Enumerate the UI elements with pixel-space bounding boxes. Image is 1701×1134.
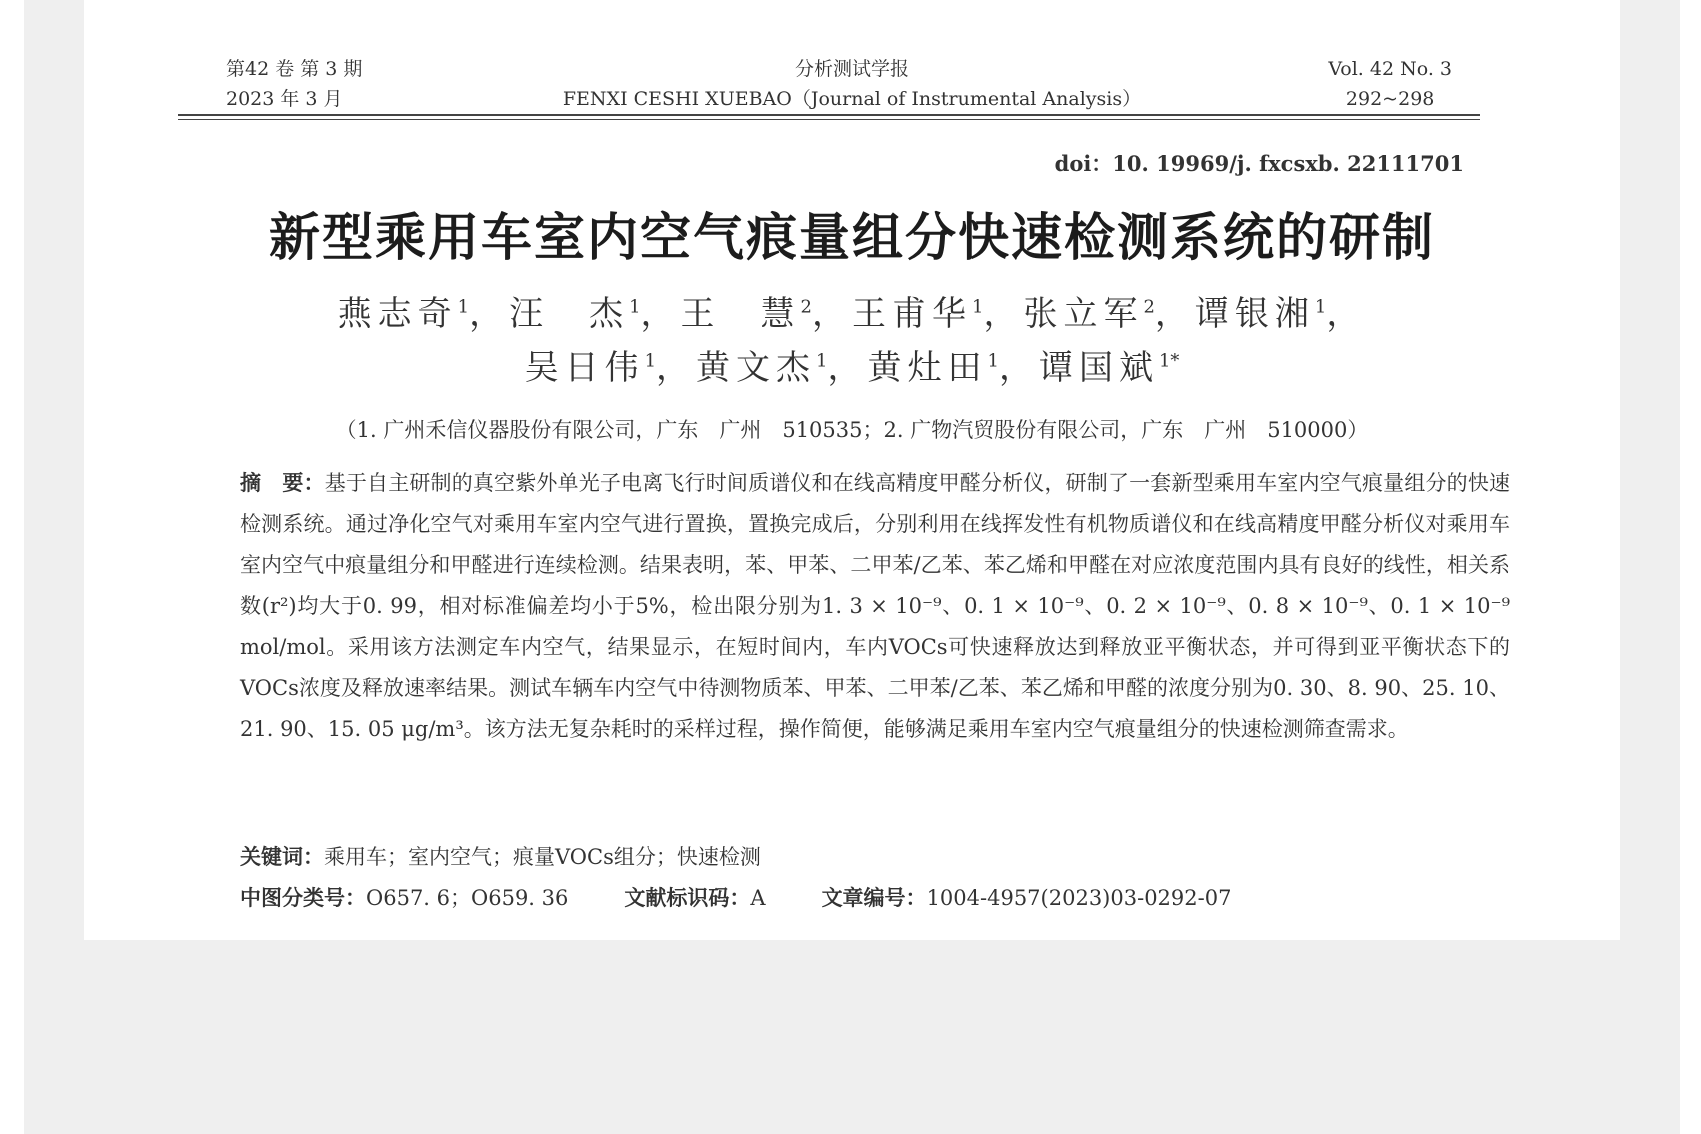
author: 谭国斌 — [1038, 348, 1159, 388]
author: 燕志奇 — [337, 294, 458, 334]
keywords-text: 乘用车；室内空气；痕量VOCs组分；快速检测 — [324, 845, 761, 869]
paper-page — [84, 0, 1620, 940]
clc-value: O657. 6；O659. 36 — [366, 886, 569, 910]
author-affiliation-mark: 1 — [972, 296, 984, 318]
author: 谭银湘 — [1194, 294, 1315, 334]
journal-volume-pages — [1328, 54, 1452, 114]
classification-info — [240, 882, 1287, 912]
header-rule-thin — [178, 119, 1480, 120]
article-no-label: 文章编号： — [821, 885, 927, 910]
author: 黄文杰 — [696, 348, 817, 388]
author: 王甫华 — [852, 294, 972, 334]
abstract-label: 摘 要： — [240, 470, 325, 495]
page-range: 292~298 — [1345, 88, 1435, 110]
author-affiliation-mark: 2 — [1143, 296, 1155, 318]
abstract-text: 基于自主研制的真空紫外单光子电离飞行时间质谱仪和在线高精度甲醛分析仪，研制了一套新型乘用车室内空气痕量组分的快速检测系统。通过净化空气对乘用车室内空气进行置换，置换完成后，分别利用在线挥发性有机物质谱仪和在线高精度甲醛分析仪对乘用车室内空气中痕量组分和甲醛进行连续检测。结果表明，苯、甲苯、二甲苯/乙苯、苯乙烯和甲醛在对应浓度范围内具有良好的线性，相关系数(r²)均大于0. 99，相对标准偏差均小于5%，检出限分别为1. 3 × 10⁻⁹、0. 1 × 10⁻⁹、0. 2 × 10⁻⁹、0. 8 × 10⁻⁹、0. 1 × 10⁻⁹ mol/mol。采用该方法测定车内空气，结果显示，在短时间内，车内VOCs可快速释放达到释放亚平衡状态，并可得到亚平衡状态下的VOCs浓度及释放速率结果。测试车辆车内空气中待测物质苯、甲苯、二甲苯/乙苯、苯乙烯和甲醛的浓度分别为0. 30、8. 90、25. 10、21. 90、15. 05 μg/m³。该方法无复杂耗时的采样过程，操作简便，能够满足乘用车室内空气痕量组分的快速检测筛查需求。 — [240, 471, 1511, 741]
author-affiliation-mark: 1 — [457, 296, 470, 318]
doi: doi：10. 19969/j. fxcsxb. 22111701 — [1054, 151, 1464, 176]
scrollbar-track[interactable] — [1680, 0, 1701, 1134]
header-rule-thick — [178, 114, 1480, 116]
doc-code-value: A — [750, 886, 766, 910]
author: 张立军 — [1023, 294, 1144, 334]
journal-name-cn: 分析测试学报 — [794, 58, 909, 80]
author-affiliation-mark: 1 — [987, 350, 999, 372]
author: 黄灶田 — [867, 348, 988, 388]
author-affiliation-mark: 2 — [800, 296, 812, 318]
author-affiliation-mark: 1* — [1158, 350, 1180, 372]
issue-volume: 第42 卷 第 3 期 — [226, 58, 363, 80]
paper-title: 新型乘用车室内空气痕量组分快速检测系统的研制 — [268, 209, 1435, 268]
author-affiliation-mark: 1 — [816, 350, 828, 372]
author-line-2: 吴日伟$^1$，黄文杰$^1$，黄灶田$^1$，谭国斌$^{1*}$ — [524, 348, 1180, 388]
author-affiliation-mark: 1 — [644, 350, 657, 372]
keywords-label: 关键词： — [240, 844, 324, 869]
keywords — [240, 841, 761, 871]
volume-number: Vol. 42 No. 3 — [1328, 58, 1452, 80]
article-no-value: 1004-4957(2023)03-0292-07 — [926, 886, 1232, 910]
affiliations: （1. 广州禾信仪器股份有限公司，广东 广州 510535；2. 广物汽贸股份有限公司，广东 广州 510000） — [335, 418, 1369, 442]
journal-name-en: FENXI CESHI XUEBAO（Journal of Instrumental Analysis） — [562, 88, 1142, 110]
author-affiliation-mark: 1 — [1314, 296, 1327, 318]
abstract — [240, 462, 1510, 750]
author: 吴日伟 — [524, 348, 645, 388]
clc-label: 中图分类号： — [240, 885, 366, 910]
author: 王 慧 — [680, 294, 801, 334]
author: 汪 杰 — [509, 294, 630, 334]
author-line-1: 燕志奇$^1$，汪 杰$^1$，王 慧$^2$，王甫华$^1$，张立军$^2$，谭银湘$^1$， — [337, 294, 1367, 334]
issue-date: 2023 年 3 月 — [226, 88, 343, 110]
doc-code-label: 文献标识码： — [624, 885, 751, 910]
author-affiliation-mark: 1 — [629, 296, 641, 318]
